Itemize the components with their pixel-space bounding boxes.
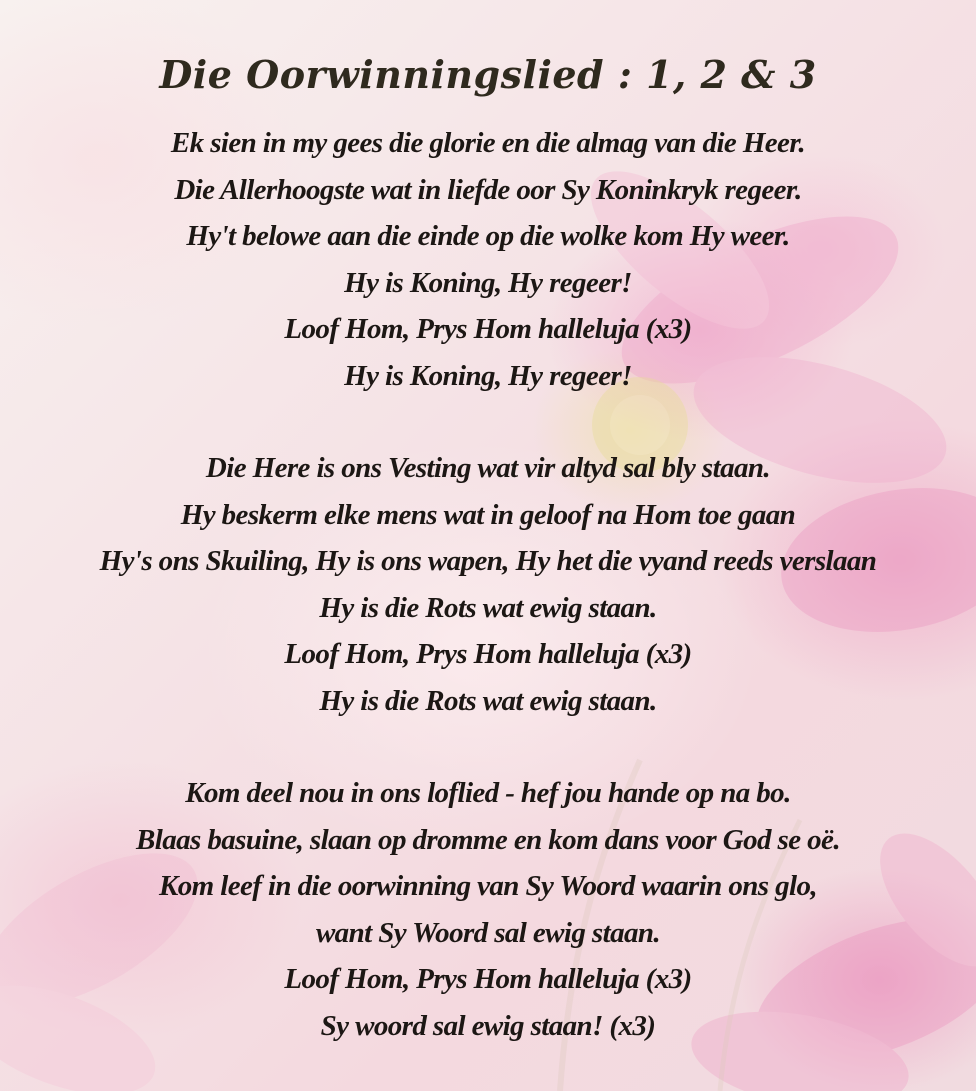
lyrics-body (0, 120, 976, 1091)
lyric-line: want Sy Woord sal ewig staan. (315, 916, 661, 949)
lyric-line: Ek sien in my gees die glorie en die almag van die Heer. (170, 127, 806, 159)
lyric-line: Hy is Koning, Hy regeer! (344, 266, 632, 299)
lyric-line: Hy is die Rots wat ewig staan. (319, 591, 657, 624)
lyric-line: Loof Hom, Prys Hom halleluja (x3) (284, 963, 692, 995)
verse-2 (0, 445, 976, 724)
lyric-line: Hy's ons Skuiling, Hy is ons wapen, Hy het die vyand reeds verslaan (99, 545, 877, 577)
song-title: Die Oorwinningslied : 1, 2 & 3 (159, 52, 817, 97)
verse-3 (0, 770, 976, 1049)
lyric-line: Die Here is ons Vesting wat vir altyd sal bly staan. (205, 452, 771, 484)
lyric-line: Kom deel nou in ons loflied - hef jou hande op na bo. (185, 777, 791, 809)
lyric-line: Blaas basuine, slaan op dromme en kom dans voor God se oë. (136, 823, 840, 856)
lyric-line: Hy is Koning, Hy regeer! (344, 359, 632, 392)
lyric-line: Sy woord sal ewig staan! (x3) (320, 1009, 656, 1042)
lyric-line: Hy beskerm elke mens wat in geloof na Hom toe gaan (180, 498, 796, 531)
lyric-line: Hy't belowe aan die einde op die wolke kom Hy weer. (186, 220, 790, 252)
lyric-line: Loof Hom, Prys Hom halleluja (x3) (284, 313, 692, 345)
verse-1 (0, 120, 976, 399)
lyric-line: Kom leef in die oorwinning van Sy Woord waarin ons glo, (158, 870, 818, 902)
lyric-line: Loof Hom, Prys Hom halleluja (x3) (284, 638, 692, 670)
lyric-line: Hy is die Rots wat ewig staan. (319, 684, 657, 717)
lyric-line: Die Allerhoogste wat in liefde oor Sy Koninkryk regeer. (174, 173, 802, 206)
